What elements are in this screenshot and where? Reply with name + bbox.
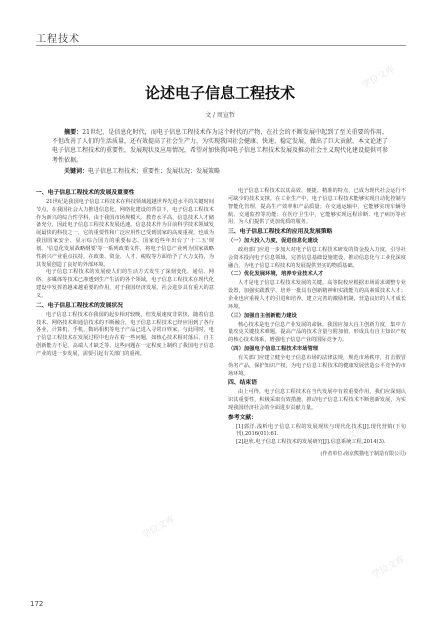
body-paragraph: 电子信息工程技术以其高效、便捷、精准的特点，已成为现代社会运行不可缺少的技术支撑。在工业生产中，电子信息工程技术能够实现自动化控制与智能化管理，提高生产效率和产品质量；在交通运输中，它能够实现车辆导航、交通监控等功能；在医疗卫生中，它能够实现远程诊断、电子病历等应用，为人们提供了更加优质的服务。 <box>228 188 406 226</box>
watermark-text: 学位文库 <box>330 424 367 452</box>
article-title: 论述电子信息工程技术 <box>144 84 295 102</box>
subsection-heading: （三）加强自主创新能力建设 <box>228 312 297 319</box>
watermark-text: 学位文库 <box>140 514 177 542</box>
author-line: 文 / 周宣哲 <box>205 112 235 119</box>
subsection-heading: （一）加大投入力度，促进信息化建设 <box>228 238 319 245</box>
section-heading: 二、电子信息工程技术的发展状况 <box>36 302 123 309</box>
abstract-text: 21世纪，是信息化时代，而电子信息工程技术作为这个时代的产物，在社会的不断发展中起到了至关重要的作用，不但改善了人们的生活质量，还有效提高了社会生产力，为实现我国社会健康、快速、稳定发展，做出了巨大贡献。本文论述了电子信息工程技术的重要性，发展现状及应用情况，希望对加快我国电子信息工程技术发展及推动社会主义现代化建设提供可参考性依据。 <box>52 129 389 164</box>
reference-item: [2]赵欣.电子信息工程技术的发展研究[J].信息系统工程,2014(3). <box>236 439 386 446</box>
section-heading: 参考文献： <box>228 414 257 421</box>
keywords-label: 关键词： <box>64 167 89 175</box>
header-rule <box>36 45 406 46</box>
body-paragraph: 核心技术是电子信息产业发展的命脉。我国应加大自主创新力度，集中力量攻克关键技术难题，提高产品的技术含量与附加值，形成具有自主知识产权的核心技术体系，增强电子信息产业的国际竞争力。 <box>228 321 406 344</box>
section-heading: 一、电子信息工程技术的发展及重要性 <box>36 190 135 196</box>
body-paragraph: 电子信息工程技术的发展使人们的生活方式发生了深刻变化，通信、网络、多媒体等技术已渗透到生产生活的各个领域，电子信息工程技术在现代化建设中发挥着越来越重要的作用，对于我国经济发展、社会进步具有重大的意义。 <box>36 269 214 299</box>
abstract-block <box>52 128 388 178</box>
body-paragraph: 21世纪是我国电子信息工程技术在科技领域超越世界先进水平的关键时间节点，在我国社会大力推进信息化、网络化建设的背景下，电子信息工程技术作为新兴的综合性学科，由于我国市场规模大、教育水平高，信息技术人才储备充分，因此电子信息工程技术发展迅速。信息技术作为目前科学技术领域发展最快的科技之一，它的重要性和广泛应用性已受到国家的高度重视，也成为我国国家安全、显示综合国力的重要标志。国家近些年出台了'十二五'规划、'信息化发展战略纲要'等一系列政策文件，将电子信息产业列为国家战略性新兴产业重点扶持，在政策、资金、人才、税收等方面给予了大力支持，为其发展创造了良好的外部环境。 <box>36 198 214 268</box>
subsection-heading: （四）加强电子信息工程技术市场管理 <box>228 346 319 353</box>
body-paragraph: 政府部门应进一步加大对电子信息工程技术研发的资金投入力度，引导社会资本投向电子信息领域，完善信息基础设施建设，推动信息化与工业化深度融合，为电子信息工程技术的发展提供坚实的物质基础。 <box>228 246 406 269</box>
reference-item: [1]郭洋.浅析电子信息工程的发展现状与现代化技术[J].现代营销(下旬刊),2016(01):61. <box>236 423 406 438</box>
keywords <box>52 167 388 176</box>
page-number: 172 <box>30 600 44 608</box>
body-paragraph: 电子信息工程技术在我国的起步相对较晚，但发展速度非常快，随着信息技术、网络技术和通信技术的不断融合，电子信息工程技术已经应用到了各行各业，计算机、手机、数码相机等电子产品已进入寻常百姓家。与此同时，电子信息工程技术在发展过程中也存在着一些问题，如核心技术相对落后、自主创新能力不足、高端人才缺乏等，这些问题在一定程度上制约了我国电子信息产业的进一步发展，需要引起有关部门的重视。 <box>36 311 214 357</box>
watermark-text: 学位文库 <box>60 324 97 352</box>
running-head: 工程技术 <box>36 34 80 45</box>
abstract-label: 摘要： <box>64 129 83 136</box>
watermark-text: 学位文库 <box>300 244 337 272</box>
subsection-heading: （二）优化发展环境，培养专业技术人才 <box>228 271 324 278</box>
body-paragraph: 人才是电子信息工程技术发展的关键。高等院校应根据市场需求调整专业设置，加强实践教学，培养一批具有创新精神和实践能力的高素质技术人才；企业也应重视人才的引进和培养，建立完善的激励机制，营造良好的人才成长环境。 <box>228 280 406 310</box>
keywords-text: 电子信息工程技术；重要性；发展状况；发展策略 <box>88 167 221 175</box>
right-column <box>228 188 406 459</box>
section-heading: 四、结束语 <box>228 380 257 387</box>
abstract <box>52 128 388 165</box>
author-affiliation: (作者单位:南京熊猫电子制造有限公司) <box>320 451 406 458</box>
watermark-text: 学位文库 <box>370 554 407 582</box>
left-column <box>36 188 214 359</box>
section-heading: 三、电子信息工程技术的应用及发展策略 <box>228 229 333 236</box>
body-paragraph: 由上可得，电子信息工程技术在当代发展中有着重要作用，我们应深刻认识其重要性，积极采取有效措施，推动电子信息工程技术不断创新发展，为实现我国经济社会的全面进步贡献力量。 <box>228 389 406 411</box>
body-paragraph: 有关部门应建立健全电子信息市场的法律法规，规范市场秩序，打击假冒伪劣产品，保护知识产权，为电子信息工程技术的健康发展营造公平竞争的市场环境。 <box>228 354 406 377</box>
watermark-text: 学位文库 <box>360 64 397 92</box>
